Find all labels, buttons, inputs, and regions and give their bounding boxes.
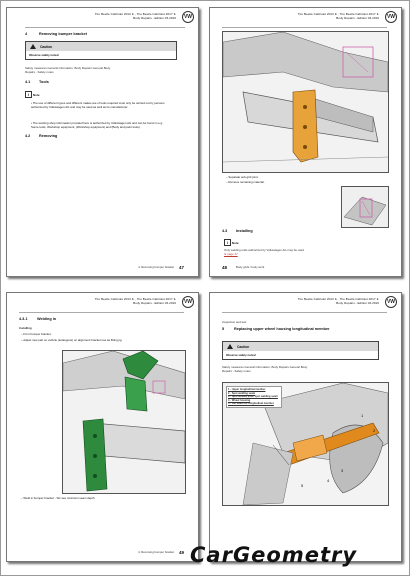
warning-triangle-icon <box>30 44 36 49</box>
callout-number: 5 <box>301 483 304 488</box>
page-number: 47 <box>178 265 184 270</box>
header-rule <box>222 27 387 28</box>
bumper-bracket-welding-figure <box>62 350 186 494</box>
caution-box <box>222 341 379 360</box>
header-rule <box>222 312 387 313</box>
legend-item: 5 - Cut seam for longitudinal member <box>228 402 274 406</box>
seam-detail-illustration <box>342 187 388 227</box>
page-footer: 4. Removing bumper bracket <box>138 550 174 554</box>
manual-page-48 <box>209 7 402 277</box>
wheel-housing-member-figure <box>222 382 389 506</box>
subsection-title: Removing <box>39 134 58 138</box>
cargeometry-watermark-logo: CarGeometry <box>190 543 358 567</box>
welding-illustration <box>63 351 185 493</box>
header-rule <box>25 27 185 28</box>
legend-item: 2 - Spot welding seam <box>228 391 256 395</box>
callout-number: 3 <box>341 468 344 473</box>
page-number: 49 <box>178 550 184 555</box>
vw-logo-icon: VW <box>385 296 397 308</box>
page-footer: Body grids / body work <box>236 265 265 269</box>
callout-number: 2 <box>373 428 376 433</box>
page-footer: 4. Removing bumper bracket <box>138 265 174 269</box>
page-header: Tire Beetle Cabriolet 2013 ➤ , Tire Beetle Cabriolet 2017 ➤ Body Repairs - Edition 03.2016 <box>94 297 176 305</box>
caution-label: Caution <box>40 44 53 49</box>
subsection-title: Welding in <box>37 317 57 321</box>
page-reference-link[interactable]: ➤ page 47 <box>224 252 238 256</box>
section-number: 5 <box>222 327 225 331</box>
list-item: – Weld in bumper bracket - SG see minimum seam depth. <box>21 496 96 500</box>
step-label: Installing <box>19 326 32 330</box>
subsection-title: Installing <box>236 229 253 233</box>
list-item: • The working shop information provided here is authorized by Volkswagen AG and can be found in e.g. Some tools, Workshop equipment, (Workshop equipment) and (Body and paint tools). <box>31 121 164 129</box>
caution-text: Observe safety notes! <box>226 353 257 357</box>
page-header: Tire Beetle Cabriolet 2013 ➤ , Tire Beetle Cabriolet 2017 ➤ Body Repairs - Edition 03.2016 <box>94 12 176 20</box>
legend-item: 3 - Spot welded joint, spot welding seam <box>228 395 278 399</box>
legend-item: 4 - Wheel housing <box>228 398 251 402</box>
page-header: Tire Beetle Cabriolet 2013 ➤ , Tire Beetle Cabriolet 2017 ➤ Body Repairs - Edition 03.2016 <box>297 12 379 20</box>
seam-detail-figure <box>341 186 389 228</box>
vw-logo-icon: VW <box>182 11 194 23</box>
bumper-bracket-removal-figure <box>222 31 389 173</box>
subsection-number: 4.3.1 <box>19 317 28 321</box>
callout-number: 4 <box>327 478 330 483</box>
bracket-illustration <box>223 32 388 172</box>
note-header: i Note <box>224 239 239 246</box>
section-title: Removing bumper bracket <box>39 32 87 36</box>
manual-page-47 <box>6 7 199 277</box>
intro-text: Safety measures General information, Body Repairs General Body Repairs - Safety notes <box>222 365 308 373</box>
figure-legend <box>226 386 282 408</box>
info-icon: i <box>224 239 231 246</box>
manual-page-49 <box>6 292 199 562</box>
vw-logo-icon: VW <box>182 296 194 308</box>
subsection-title: Tools <box>39 80 49 84</box>
inspection-label: Inspection and test <box>222 320 247 324</box>
section-number: 4 <box>25 32 28 36</box>
list-item: – Separate sub-grid joint. <box>226 175 259 179</box>
intro-text: Safety measures General information, Body Repairs General Body Repairs - Safety notes <box>25 66 111 74</box>
info-icon: i <box>25 91 32 98</box>
callout-number: 1 <box>361 413 364 418</box>
caution-label: Caution <box>237 344 250 349</box>
note-text: Only welding units authorized by Volkswagen AG may be used <box>224 248 305 252</box>
page-header: Tire Beetle Cabriolet 2013 ➤ , Tire Beetle Cabriolet 2017 ➤ Body Repairs - Edition 03.2016 <box>297 297 379 305</box>
caution-box <box>25 41 177 60</box>
caution-text: Observe safety notes! <box>29 53 60 57</box>
manual-page-50 <box>209 292 402 562</box>
header-rule <box>19 312 184 313</box>
subsection-number: 4.1 <box>25 80 31 84</box>
vw-logo-icon: VW <box>385 11 397 23</box>
list-item: – Remove remaining material. <box>226 180 265 184</box>
section-title: Replacing upper wheel housing longitudinal member <box>234 327 330 331</box>
note-header: i Note <box>25 91 40 98</box>
list-item: – Fit in bumper bracket. <box>21 332 52 336</box>
page-number: 48 <box>222 265 228 270</box>
subsection-number: 4.3 <box>222 229 228 233</box>
warning-triangle-icon <box>227 344 233 349</box>
list-item: – Adjust new part on vehicle (analogous) on alignment bracket use as fitting jig. <box>21 338 123 342</box>
list-item: • The use of different types and different makes are of tools required must only be carried out by persons authorized by Volkswagen AG and may be used as well as its manufacturer. <box>31 101 165 109</box>
legend-item: 1 - Upper longitudinal member <box>228 388 266 391</box>
subsection-number: 4.2 <box>25 134 31 138</box>
